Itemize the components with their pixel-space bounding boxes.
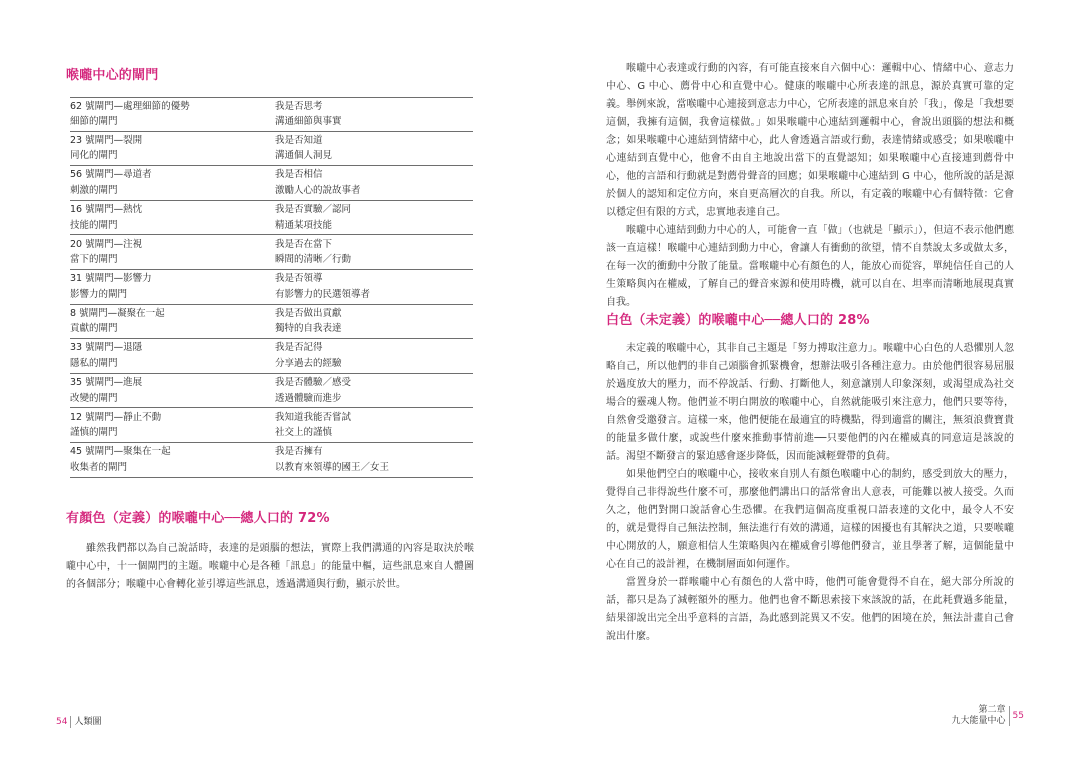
chapter-title: 九大能量中心 (951, 716, 1006, 726)
gate-col-left (70, 305, 275, 339)
gate-theme: 當下的閘門 (70, 254, 118, 266)
gate-voice: 我是否實驗／認同 (275, 204, 352, 216)
gate-voice: 我是否相信 (275, 169, 323, 181)
gate-name: 23 號閘門—裂開 (70, 134, 143, 146)
gate-theme: 謹慎的閘門 (70, 427, 118, 439)
gate-voice-theme: 激勵人心的說故事者 (275, 184, 361, 196)
gate-col-left (70, 339, 275, 373)
gate-name: 12 號閘門—靜止不動 (70, 411, 162, 423)
gate-theme: 改變的閘門 (70, 392, 118, 404)
gate-col-right (275, 305, 473, 339)
gate-col-right (275, 201, 473, 235)
gate-col-right (275, 132, 473, 166)
gate-voice: 我是否知道 (275, 134, 323, 146)
gate-theme: 技能的閘門 (70, 219, 118, 231)
gate-name: 45 號閘門—聚集在一起 (70, 446, 171, 458)
gate-col-right (275, 166, 473, 200)
gate-voice: 我是否領導 (275, 273, 323, 285)
gate-col-right (275, 270, 473, 304)
folio-divider (70, 716, 71, 728)
throat-gates-title: 喉嚨中心的閘門 (66, 68, 159, 83)
gate-theme: 貢獻的閘門 (70, 323, 118, 335)
gate-voice-theme: 精通某項技能 (275, 219, 333, 231)
gate-name: 8 號閘門—凝聚在一起 (70, 307, 165, 319)
gate-theme: 隱私的閘門 (70, 357, 118, 369)
gate-name: 20 號閘門—注視 (70, 238, 143, 250)
gate-col-left (70, 201, 275, 235)
gate-row (70, 374, 473, 409)
book-title: 人類圖 (74, 717, 102, 727)
undefined-throat-title: 白色（未定義）的喉嚨中心──總人口的 28% (606, 313, 870, 328)
gate-col-left (70, 235, 275, 269)
gate-voice-theme: 社交上的謹慎 (275, 427, 333, 439)
gate-table (70, 97, 473, 478)
gate-row (70, 235, 473, 270)
paragraph: 喉嚨中心表達或行動的內容，有可能直接來自六個中心：邏輯中心、情緒中心、意志力中心、G 中心、薦骨中心和直覺中心。健康的喉嚨中心所表達的訊息，源於真實可靠的定義。舉例來說，當喉嚨中心連接到意志力中心，它所表達的訊息來自於「我」，像是「我想要這個，我擁有這個，我會這樣做。」如果喉嚨中心連結到邏輯中心，會說出頭腦的想法和概念；如果喉嚨中心連結到情緒中心，此人會透過言語或行動，表達情緒或感受；如果喉嚨中心連結到直覺中心，他會不由自主地說出當下的直覺認知；如果喉嚨中心直接連到薦骨中心，他的言語和行動就是對薦骨聲音的回應；如果喉嚨中心連結到 G 中心，他所說的話是源於個人的認知和定位方向，來自更高層次的自我。所以，有定義的喉嚨中心有個特徵：它會以穩定但有限的方式，忠實地表達自己。 (606, 63, 1014, 218)
gate-col-right (275, 98, 473, 131)
paragraph: 喉嚨中心連結到動力中心的人，可能會一直「做」（也就是「顯示」），但這不表示他們應該一直這樣！喉嚨中心連結到動力中心，會讓人有衝動的欲望，情不自禁說太多或做太多，在每一次的衝動中分散了能量。當喉嚨中心有顏色的人，能放心而從容，單純信任自己的人生策略與內在權威，了解自己的聲音來源和使用時機，就可以自在、坦率而清晰地展現真實自我。 (606, 225, 1014, 308)
page-number: 55 (1012, 711, 1024, 721)
gate-col-left (70, 443, 275, 477)
gate-row (70, 201, 473, 236)
gate-voice: 我是否記得 (275, 342, 323, 354)
gate-name: 62 號閘門—處理細節的優勢 (70, 100, 190, 112)
gate-row (70, 132, 473, 167)
page-number: 54 (56, 717, 68, 727)
gate-name: 56 號閘門—尋道者 (70, 169, 152, 181)
gate-col-left (70, 98, 275, 131)
undefined-throat-text (606, 340, 1014, 646)
gate-theme: 影響力的閘門 (70, 288, 128, 300)
gate-row (70, 166, 473, 201)
gate-voice-theme: 有影響力的民選領導者 (275, 288, 371, 300)
gate-col-right (275, 374, 473, 408)
gate-theme: 收集者的閘門 (70, 461, 128, 473)
left-folio (56, 714, 101, 728)
chapter-label: 第二章 (978, 705, 1006, 715)
gate-col-left (70, 270, 275, 304)
gate-row (70, 270, 473, 305)
gate-theme: 同化的閘門 (70, 150, 118, 162)
gate-voice: 我是否思考 (275, 100, 323, 112)
gate-col-right (275, 339, 473, 373)
gate-voice-theme: 獨特的自我表達 (275, 323, 342, 335)
gate-voice: 我是否體驗／感受 (275, 377, 352, 389)
gate-theme: 細節的閘門 (70, 116, 118, 128)
gate-col-right (275, 235, 473, 269)
defined-throat-title: 有顏色（定義）的喉嚨中心──總人口的 72% (66, 511, 330, 526)
gate-name: 16 號閘門—熱忱 (70, 204, 143, 216)
gate-voice: 我知道我能否嘗試 (275, 411, 352, 423)
gate-row (70, 305, 473, 340)
defined-throat-text (66, 540, 474, 594)
gate-voice: 我是否做出貢獻 (275, 307, 342, 319)
gate-col-left (70, 166, 275, 200)
gate-col-left (70, 408, 275, 442)
gate-voice: 我是否在當下 (275, 238, 333, 250)
gate-theme: 刺激的閘門 (70, 184, 118, 196)
gate-voice: 我是否擁有 (275, 446, 323, 458)
gate-voice-theme: 透過體驗而進步 (275, 392, 342, 404)
gate-name: 31 號閘門—影響力 (70, 273, 152, 285)
gate-voice-theme: 分享過去的經驗 (275, 357, 342, 369)
gate-voice-theme: 瞬間的清晰／行動 (275, 254, 352, 266)
right-folio (952, 705, 1024, 727)
gate-row (70, 97, 473, 132)
right-page (540, 0, 1080, 758)
paragraph: 未定義的喉嚨中心，其非自己主題是「努力搏取注意力」。喉嚨中心白色的人恐懼別人忽略自己，所以他們的非自己頭腦會抓緊機會，想辦法吸引各種注意力。由於他們很容易屈服於過度放大的壓力，而不停說話、行動、打斷他人，刻意讓別人印象深刻，或渴望成為社交場合的靈魂人物。他們並不明白開放的喉嚨中心，自然就能吸引來注意力，他們只要等待，自然會受邀發言。這樣一來，他們便能在最適宜的時機點，得到適當的關注，無須浪費寶貴的能量多做什麼，或說些什麼來推動事情前進──只要他們的內在權威真的同意這是該說的話。渴望不斷發言的緊迫感會逐步降低，因而能減輕聲帶的負荷。 (606, 343, 1014, 462)
gate-voice-theme: 溝通細節與事實 (275, 116, 342, 128)
gate-row (70, 408, 473, 443)
gate-voice-theme: 以教育來領導的國王／女王 (275, 461, 390, 473)
gate-voice-theme: 溝通個人洞見 (275, 150, 333, 162)
gate-col-right (275, 408, 473, 442)
gate-row (70, 339, 473, 374)
gate-col-left (70, 132, 275, 166)
defined-throat-continued (606, 60, 1014, 312)
gate-col-left (70, 374, 275, 408)
paragraph: 當置身於一群喉嚨中心有顏色的人當中時，他們可能會覺得不自在，絕大部分所說的話，都只是為了減輕額外的壓力。他們也會不斷思索接下來該說的話，在此耗費過多能量，結果卻說出完全出乎意料的言語，為此感到詫異又不安。他們的困境在於，無法計畫自己會說出什麼。 (606, 577, 1014, 642)
gate-name: 35 號閘門—進展 (70, 377, 143, 389)
folio-divider (1009, 706, 1010, 726)
paragraph: 如果他們空白的喉嚨中心，接收來自別人有顏色喉嚨中心的制約，感受到放大的壓力，覺得自己非得說些什麼不可，那麼他們講出口的話常會出人意表，可能難以被人接受。久而久之，他們對開口說話會心生恐懼。在我們這個高度重視口語表達的文化中，最令人不安的，就是覺得自己無法控制，無法進行有效的溝通，這樣的困擾也有其解決之道，只要喉嚨中心開放的人，願意相信人生策略與內在權威會引導他們發言，並且學著了解，這個能量中心在自己的設計裡，在機制層面如何運作。 (606, 469, 1014, 570)
gate-name: 33 號閘門—退隱 (70, 342, 143, 354)
gate-row (70, 443, 473, 478)
gate-col-right (275, 443, 473, 477)
paragraph: 雖然我們都以為自己說話時，表達的是頭腦的想法，實際上我們溝通的內容是取決於喉嚨中心中，十一個閘門的主題。喉嚨中心是各種「訊息」的能量中樞，這些訊息來自人體圖的各個部分；喉嚨中心會轉化並引導這些訊息，透過溝通與行動，顯示於世。 (66, 543, 474, 590)
